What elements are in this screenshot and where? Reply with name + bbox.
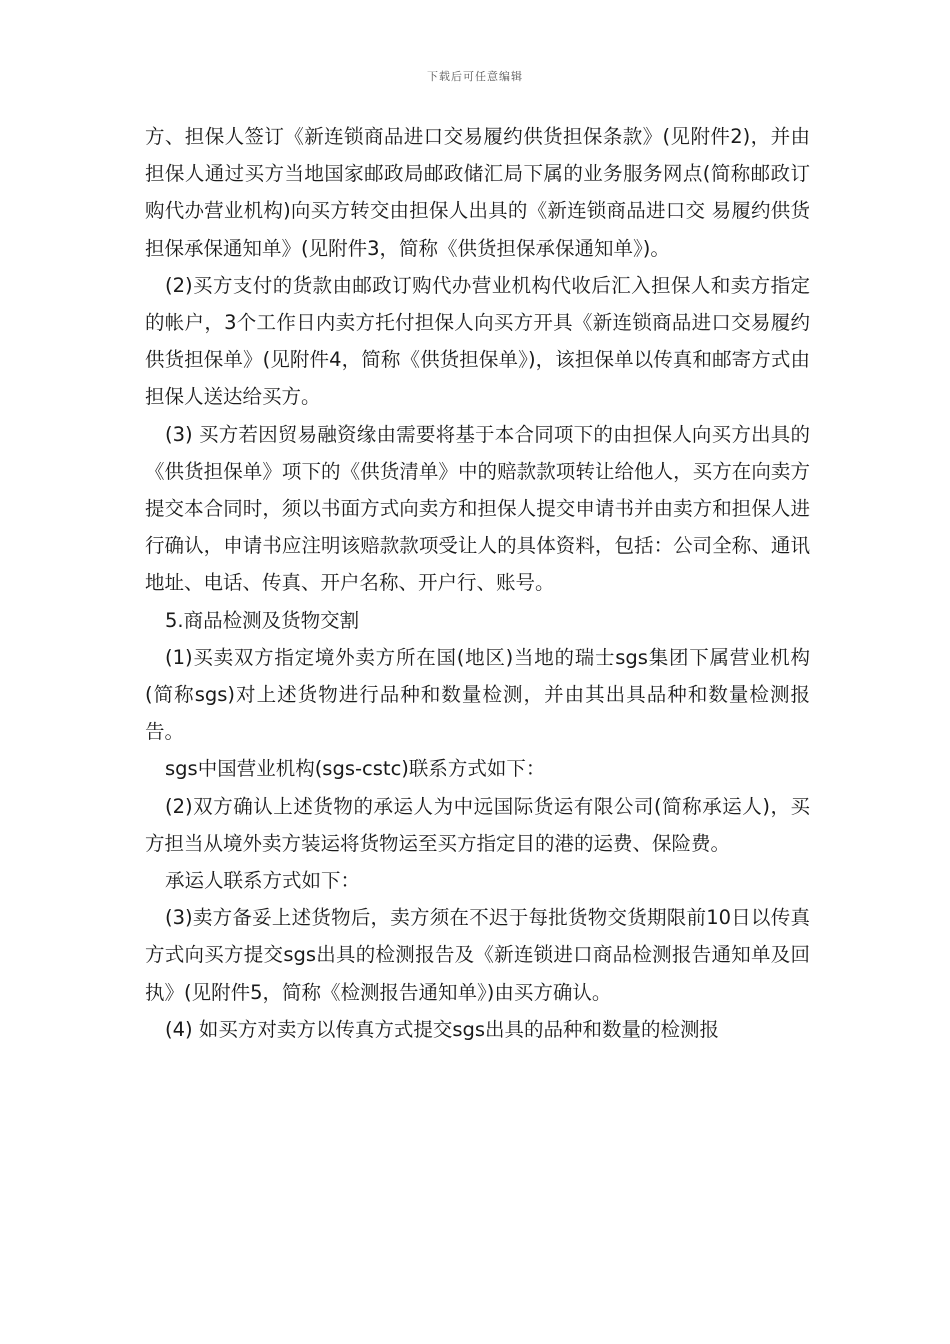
paragraph-5-2: (2)双方确认上述货物的承运人为中远国际货运有限公司(简称承运人)，买方担当从境外卖方装运将货物运至买方指定目的港的运费、保险费。 xyxy=(145,794,810,855)
paragraph-5-4: (4) 如买方对卖方以传真方式提交sgs出具的品种和数量的检测报 xyxy=(165,1017,720,1041)
paragraph-clause-3: (3) 买方若因贸易融资缘由需要将基于本合同项下的由担保人向买方出具的《供货担保单》项下的《供货清单》中的赔款款项转让给他人，买方在向卖方提交本合同时，须以书面方式向卖方和担保人提交申请书并由卖方和担保人进行确认，申请书应注明该赔款款项受让人的具体资料，包括：公司全称、通讯地址、电话、传真、开户名称、开户行、账号。 xyxy=(145,422,810,595)
document-body xyxy=(145,118,810,1048)
paragraph-5-1: (1)买卖双方指定境外卖方所在国(地区)当地的瑞士sgs集团下属营业机构(简称sgs)对上述货物进行品种和数量检测，并由其出具品种和数量检测报告。 xyxy=(145,645,810,744)
paragraph-continuation: 方、担保人签订《新连锁商品进口交易履约供货担保条款》(见附件2)，并由担保人通过买方当地国家邮政局邮政储汇局下属的业务服务网点(简称邮政订购代办营业机构)向买方转交由担保人出具的《新连锁商品进口交 易履约供货担保承保通知单》(见附件3，简称《供货担保承保通知单》)。 xyxy=(145,125,810,260)
paragraph-sgs-contact: sgs中国营业机构(sgs-cstc)联系方式如下： xyxy=(165,757,546,781)
section-heading-5: 5.商品检测及货物交割 xyxy=(165,608,360,632)
paragraph-clause-2: (2)买方支付的货款由邮政订购代办营业机构代收后汇入担保人和卖方指定的帐户，3个工作日内卖方托付担保人向买方开具《新连锁商品进口交易履约供货担保单》(见附件4，简称《供货担保单》)，该担保单以传真和邮寄方式由担保人送达给买方。 xyxy=(145,273,810,409)
header-note: 下载后可任意编辑 xyxy=(427,70,523,83)
paragraph-5-3: (3)卖方备妥上述货物后，卖方须在不迟于每批货物交货期限前10日以传真方式向买方提交sgs出具的检测报告及《新连锁进口商品检测报告通知单及回执》(见附件5，简称《检测报告通知单》)由买方确认。 xyxy=(145,906,810,1004)
paragraph-carrier-contact: 承运人联系方式如下： xyxy=(165,869,361,893)
